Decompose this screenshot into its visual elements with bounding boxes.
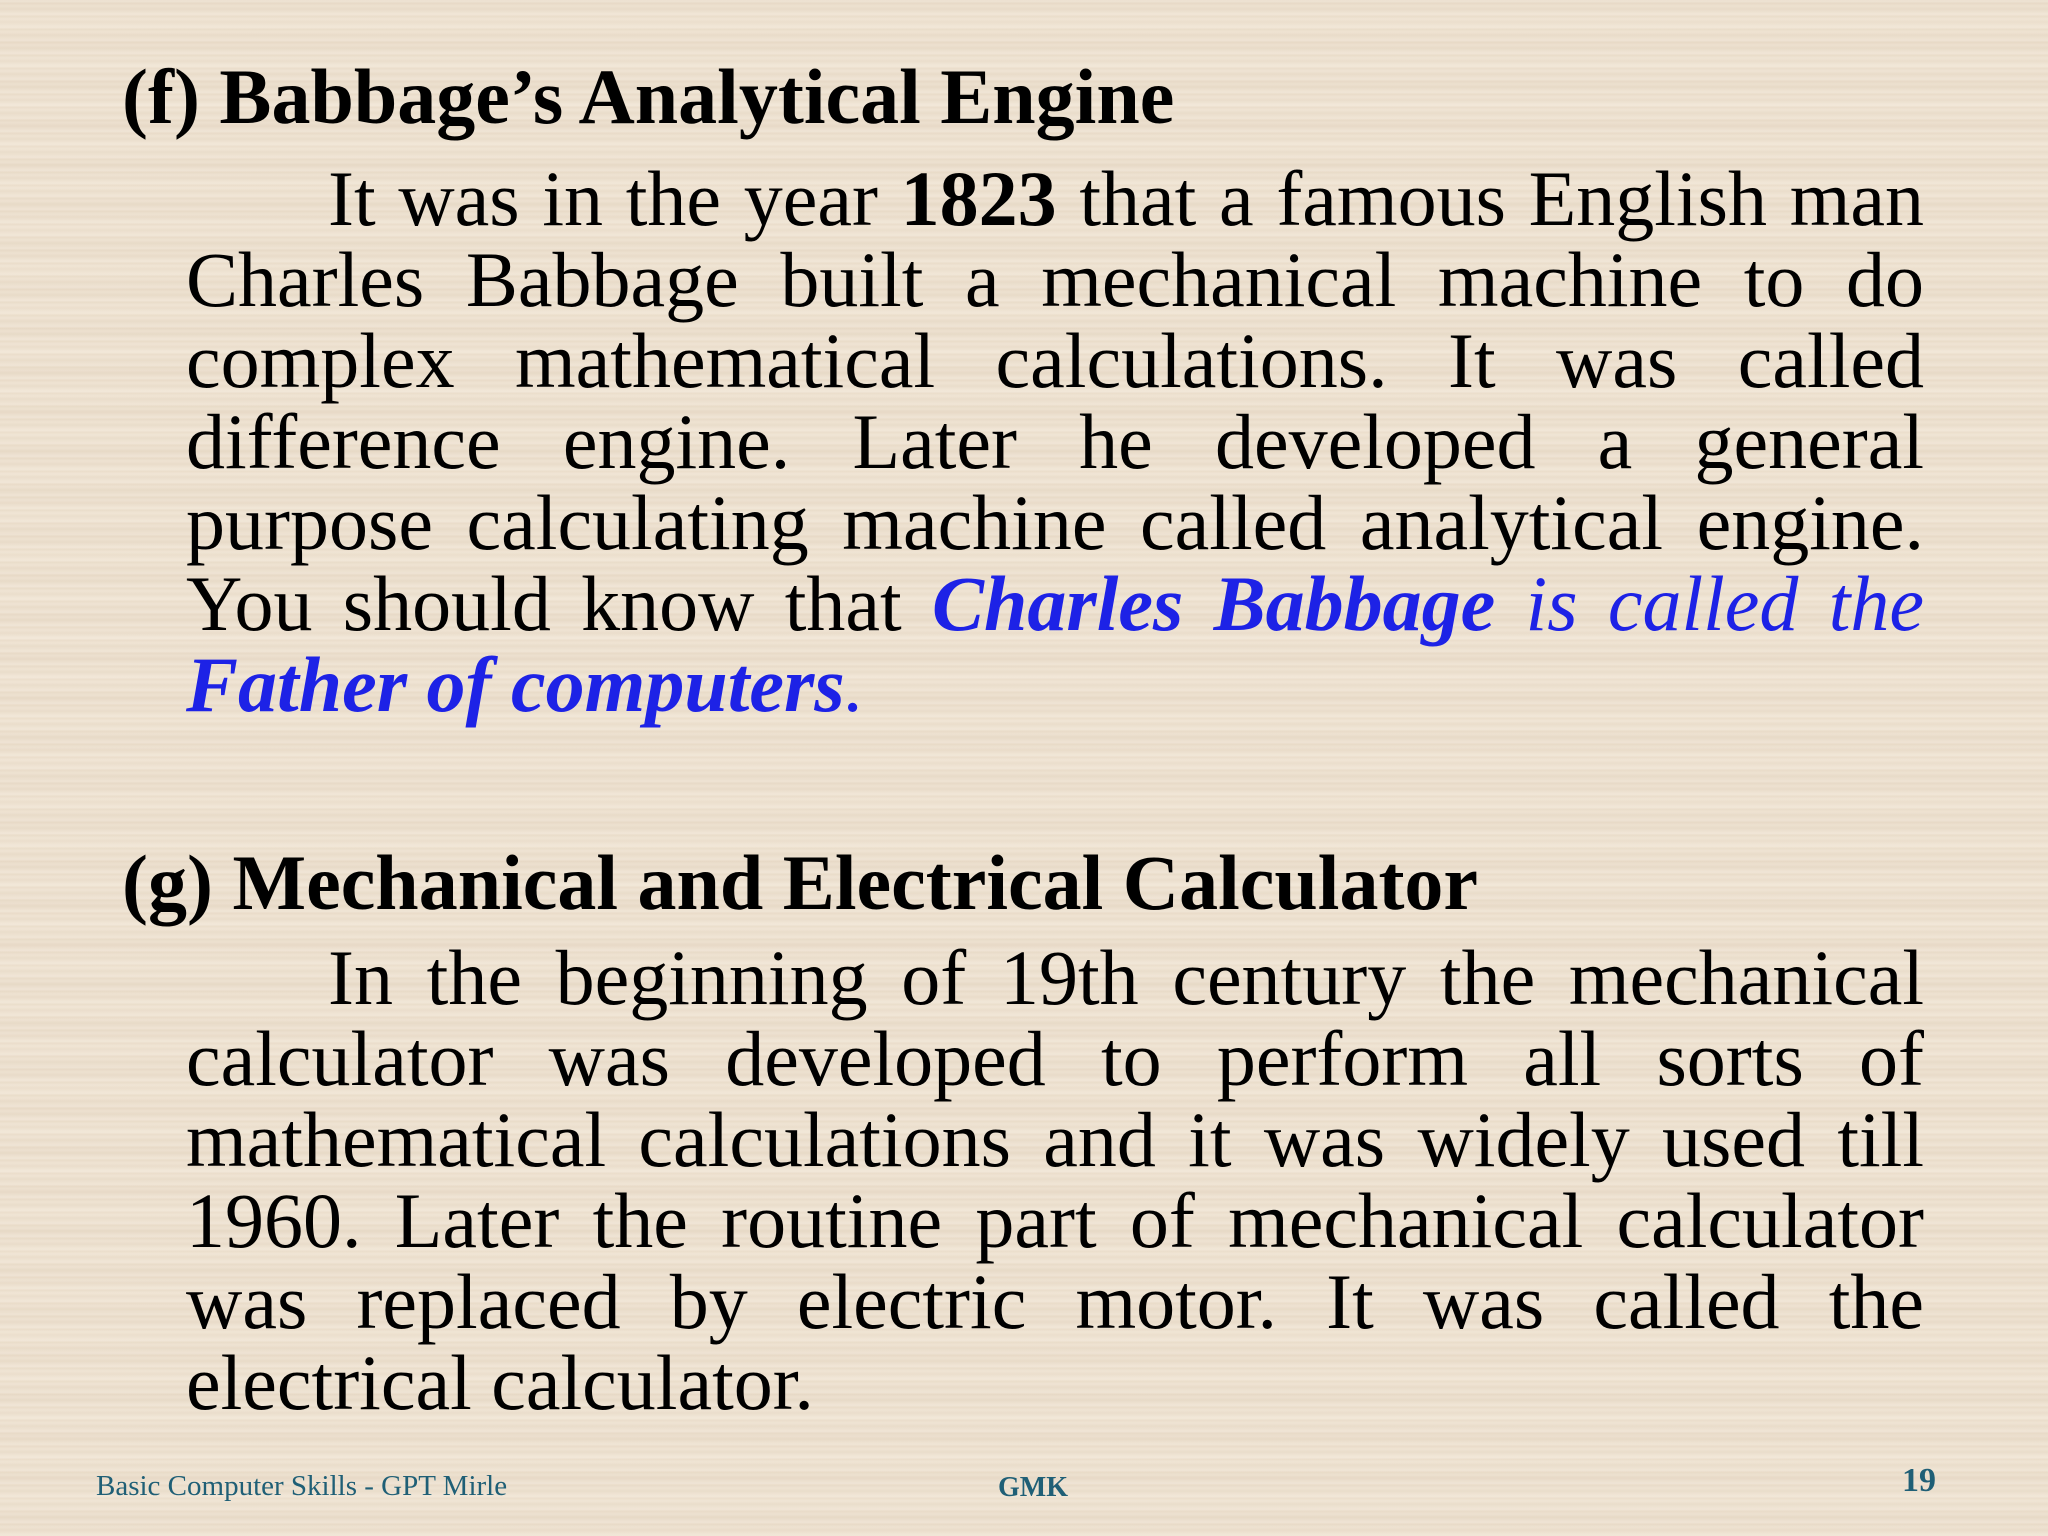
year-1823: 1823 (900, 155, 1057, 242)
section-f-heading: (f) Babbage’s Analytical Engine (122, 53, 1175, 140)
highlight-charles-babbage: Charles Babbage (931, 560, 1496, 647)
section-f-paragraph (186, 155, 1924, 728)
footer-initials: GMK (998, 1472, 1068, 1503)
highlight-period: . (844, 641, 865, 728)
section-g-heading: (g) Mechanical and Electrical Calculator (122, 839, 1479, 926)
section-g-paragraph: In the beginning of 19th century the mechanical calculator was developed to perform all sorts of mathematical calculations and it was widely used till 1960. Later the routine part of mechanical calculator was replaced by electric motor. It was called the electrical calculator. (186, 934, 1924, 1426)
highlight-is-called-the: is called the (1495, 560, 1924, 647)
page-number: 19 (1902, 1462, 1936, 1499)
section-f-text-mid: that a famous English man Charles Babbage built a mechanical machine to do complex mathematical calculations. It was called difference engine. Later he developed a general purpose calculating machine called analytical engine. You should know that (186, 155, 1924, 647)
footer-course-title: Basic Computer Skills - GPT Mirle (96, 1470, 508, 1502)
highlight-father-of-computers: Father of computers (186, 641, 845, 728)
section-f-text-start: It was in the year (328, 155, 901, 242)
